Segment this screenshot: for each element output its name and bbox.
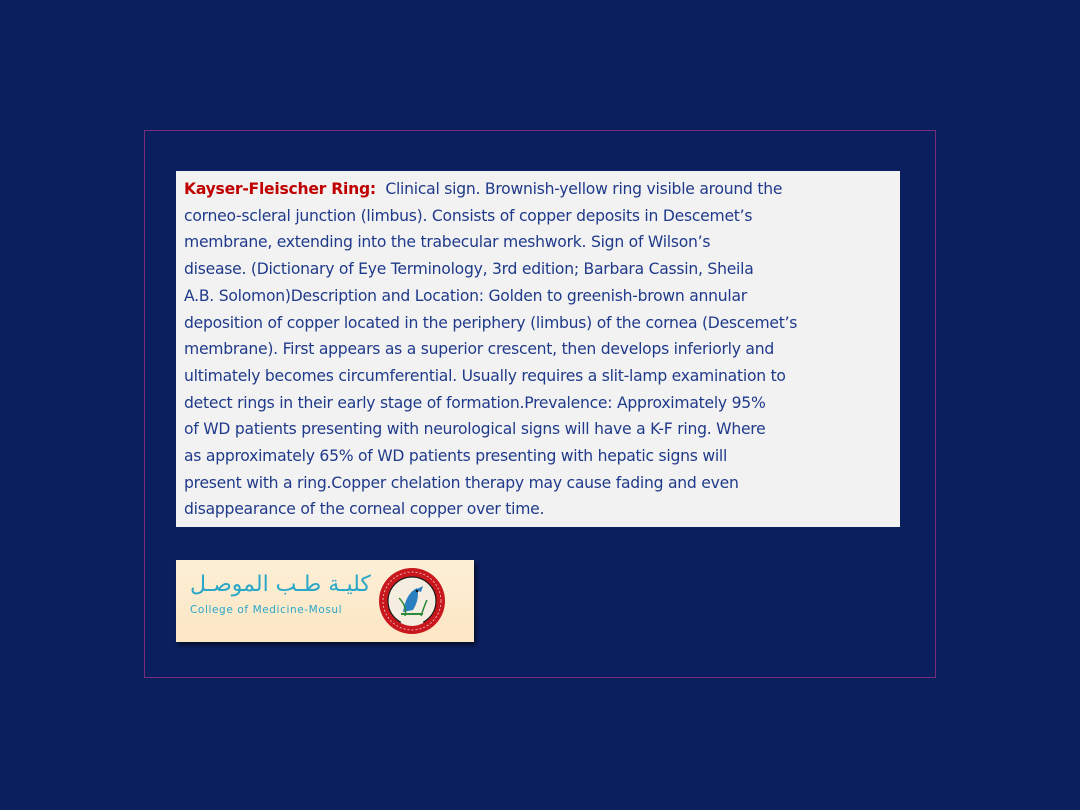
term-heading: Kayser-Fleischer Ring: <box>184 180 376 198</box>
text-line: membrane, extending into the trabecular meshwork. Sign of Wilson’s <box>184 233 711 252</box>
text-line-content: Clinical sign. Brownish-yellow ring visible around the <box>385 180 783 198</box>
text-line <box>184 176 894 203</box>
text-line: ultimately becomes circumferential. Usually requires a slit-lamp examination to <box>184 366 786 385</box>
text-line: disease. (Dictionary of Eye Terminology, 3rd edition; Barbara Cassin, Sheila <box>184 260 754 279</box>
text-line: deposition of copper located in the periphery (limbus) of the cornea (Descemet’s <box>184 313 798 332</box>
text-line: as approximately 65% of WD patients presenting with hepatic signs will <box>184 447 728 466</box>
text-line: present with a ring.Copper chelation therapy may cause fading and even <box>184 473 739 492</box>
text-line: A.B. Solomon)Description and Location: Golden to greenish-brown annular <box>184 286 747 305</box>
logo-english-name: College of Medicine-Mosul <box>190 604 343 616</box>
text-line: membrane). First appears as a superior crescent, then develops inferiorly and <box>184 340 775 359</box>
text-line: of WD patients presenting with neurological signs will have a K-F ring. Where <box>184 420 766 439</box>
text-line: disappearance of the corneal copper over time. <box>184 500 545 519</box>
text-line: detect rings in their early stage of formation.Prevalence: Approximately 95% <box>184 393 766 412</box>
logo-arabic-name: كليـة طـب الموصـل <box>190 572 371 597</box>
college-emblem-icon <box>377 566 447 636</box>
definition-text-box <box>176 171 900 527</box>
college-logo-banner <box>176 560 474 642</box>
text-line: corneo-scleral junction (limbus). Consists of copper deposits in Descemet’s <box>184 206 753 225</box>
